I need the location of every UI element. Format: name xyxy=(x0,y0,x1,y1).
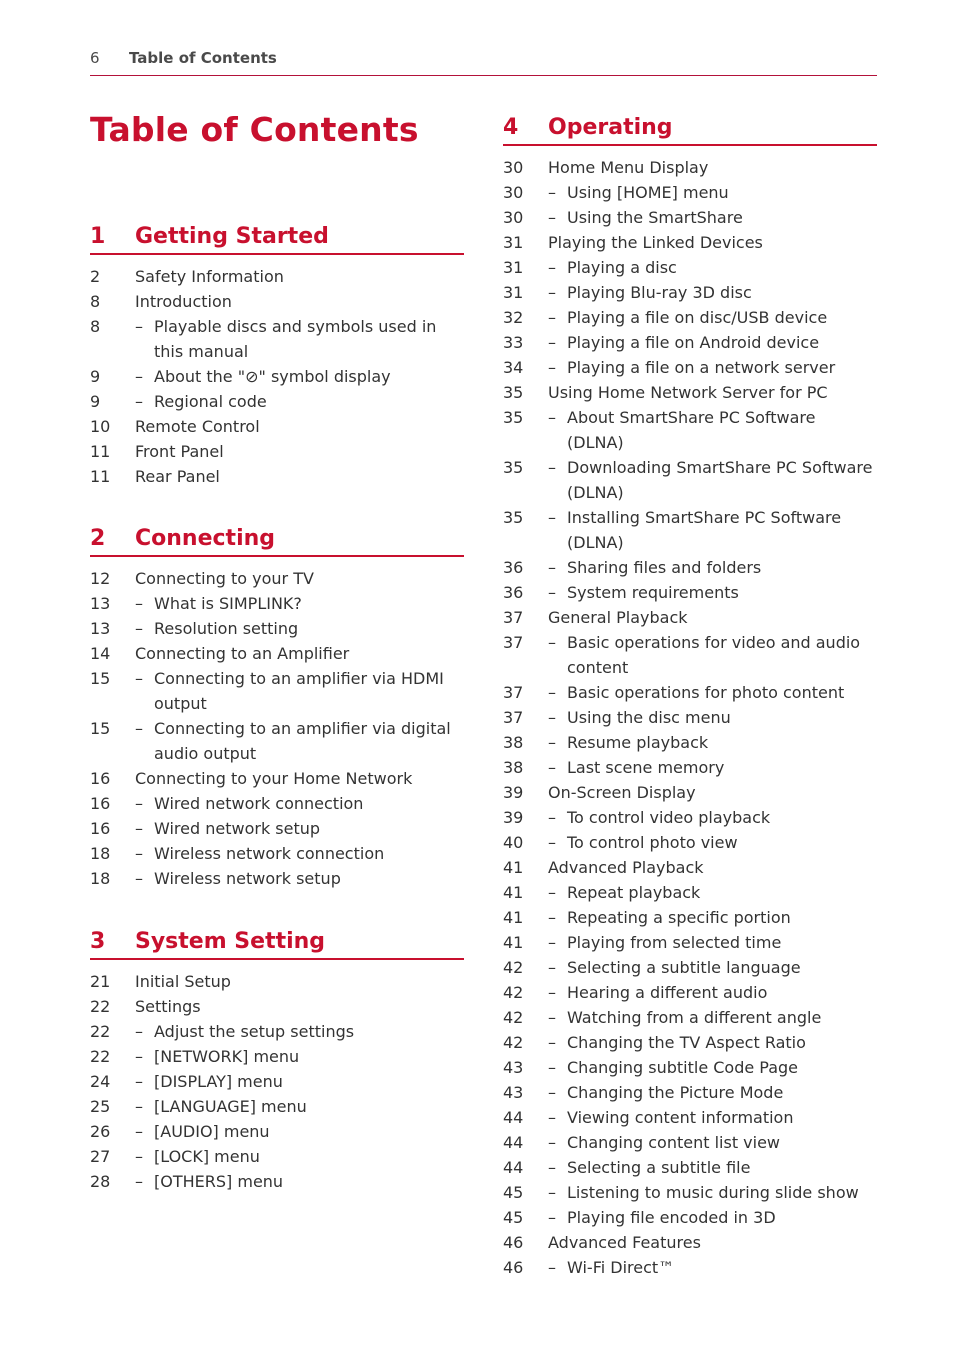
entry-page-number: 41 xyxy=(503,908,524,927)
toc-entry xyxy=(90,414,464,439)
entry-page-number: 22 xyxy=(90,1047,111,1066)
entry-title: Rear Panel xyxy=(135,467,220,486)
entry-title: – Playable discs and symbols used in this manual xyxy=(90,314,464,364)
toc-subentry xyxy=(503,955,877,980)
entry-title: Using Home Network Server for PC xyxy=(548,383,828,402)
toc-subentry xyxy=(503,1155,877,1180)
entry-page-number: 30 xyxy=(503,183,524,202)
entry-title: – Sharing files and folders xyxy=(503,555,877,580)
toc-entry xyxy=(503,230,877,255)
toc-subentry xyxy=(503,630,877,680)
entry-title: – Wi-Fi Direct™ xyxy=(503,1255,877,1280)
entry-page-number: 15 xyxy=(90,719,111,738)
toc-subentry xyxy=(503,580,877,605)
entry-page-number: 42 xyxy=(503,983,524,1002)
entry-page-number: 26 xyxy=(90,1122,111,1141)
toc-entry xyxy=(90,264,464,289)
section-heading xyxy=(90,927,464,960)
toc-subentry xyxy=(503,255,877,280)
entry-title: – Viewing content information xyxy=(503,1105,877,1130)
section-number: 1 xyxy=(90,224,106,249)
toc-subentry xyxy=(90,841,464,866)
entry-title: – Basic operations for photo content xyxy=(503,680,877,705)
entry-title: Front Panel xyxy=(135,442,224,461)
entry-page-number: 45 xyxy=(503,1208,524,1227)
entry-page-number: 35 xyxy=(503,458,524,477)
entry-page-number: 16 xyxy=(90,794,111,813)
entry-title: Connecting to an Amplifier xyxy=(135,644,350,663)
entry-page-number: 40 xyxy=(503,833,524,852)
entry-page-number: 27 xyxy=(90,1147,111,1166)
entry-page-number: 36 xyxy=(503,558,524,577)
toc-entry xyxy=(90,289,464,314)
toc-entry xyxy=(503,855,877,880)
entry-title: – Using the SmartShare xyxy=(503,205,877,230)
entry-title: – Last scene memory xyxy=(503,755,877,780)
toc-subentry xyxy=(503,1105,877,1130)
toc-entry xyxy=(90,969,464,994)
section-number: 4 xyxy=(503,115,519,140)
page-title: Table of Contents xyxy=(90,110,419,149)
toc-subentry xyxy=(90,1069,464,1094)
toc-subentry xyxy=(90,716,464,766)
entry-title: Advanced Features xyxy=(548,1233,701,1252)
toc-subentry xyxy=(503,405,877,455)
entry-page-number: 41 xyxy=(503,933,524,952)
entry-title: Connecting to your Home Network xyxy=(135,769,413,788)
toc-entry xyxy=(90,566,464,591)
entry-title: – Wireless network setup xyxy=(90,866,464,891)
toc-entry xyxy=(90,439,464,464)
toc-section-operating xyxy=(503,113,877,1280)
entry-title: – Basic operations for video and audio content xyxy=(503,630,877,680)
running-header xyxy=(90,48,877,76)
entry-title: – Using the disc menu xyxy=(503,705,877,730)
entry-title: – Playing file encoded in 3D xyxy=(503,1205,877,1230)
entry-page-number: 38 xyxy=(503,733,524,752)
entry-title: – Regional code xyxy=(90,389,464,414)
toc-subentry xyxy=(503,680,877,705)
entry-page-number: 10 xyxy=(90,417,111,436)
toc-subentry xyxy=(503,505,877,555)
entry-page-number: 13 xyxy=(90,594,111,613)
toc-subentry xyxy=(503,180,877,205)
toc-subentry xyxy=(503,330,877,355)
entry-title: – Playing a file on Android device xyxy=(503,330,877,355)
entry-title: – System requirements xyxy=(503,580,877,605)
toc-entry-list xyxy=(503,146,877,1280)
toc-subentry xyxy=(90,816,464,841)
entry-title: Remote Control xyxy=(135,417,260,436)
toc-subentry xyxy=(90,389,464,414)
entry-title: – Listening to music during slide show xyxy=(503,1180,877,1205)
toc-subentry xyxy=(503,705,877,730)
section-title: Getting Started xyxy=(135,224,329,249)
section-number: 3 xyxy=(90,929,106,954)
entry-title: – Resolution setting xyxy=(90,616,464,641)
toc-subentry xyxy=(90,1144,464,1169)
entry-title: – Hearing a different audio xyxy=(503,980,877,1005)
entry-page-number: 42 xyxy=(503,1033,524,1052)
entry-page-number: 37 xyxy=(503,683,524,702)
entry-page-number: 31 xyxy=(503,258,524,277)
entry-title: – Watching from a different angle xyxy=(503,1005,877,1030)
entry-title: – About the "⊘" symbol display xyxy=(90,364,464,389)
entry-title: – Selecting a subtitle language xyxy=(503,955,877,980)
entry-page-number: 24 xyxy=(90,1072,111,1091)
entry-title: – Connecting to an amplifier via digital audio output xyxy=(90,716,464,766)
entry-page-number: 16 xyxy=(90,819,111,838)
entry-title: General Playback xyxy=(548,608,688,627)
toc-subentry xyxy=(503,1055,877,1080)
entry-title: – Using [HOME] menu xyxy=(503,180,877,205)
toc-subentry xyxy=(90,314,464,364)
entry-page-number: 12 xyxy=(90,569,111,588)
entry-page-number: 44 xyxy=(503,1158,524,1177)
section-title: System Setting xyxy=(135,929,326,954)
entry-title: – Resume playback xyxy=(503,730,877,755)
entry-page-number: 46 xyxy=(503,1233,524,1252)
toc-subentry xyxy=(90,364,464,389)
entry-page-number: 21 xyxy=(90,972,111,991)
toc-subentry xyxy=(503,755,877,780)
entry-title: – [NETWORK] menu xyxy=(90,1044,464,1069)
toc-subentry xyxy=(503,805,877,830)
entry-title: – Changing the Picture Mode xyxy=(503,1080,877,1105)
toc-subentry xyxy=(90,1169,464,1194)
toc-entry xyxy=(503,605,877,630)
toc-subentry xyxy=(503,730,877,755)
toc-subentry xyxy=(90,591,464,616)
toc-subentry xyxy=(503,930,877,955)
entry-page-number: 44 xyxy=(503,1133,524,1152)
entry-page-number: 13 xyxy=(90,619,111,638)
running-title: Table of Contents xyxy=(129,49,277,67)
toc-subentry xyxy=(503,1030,877,1055)
entry-page-number: 18 xyxy=(90,869,111,888)
section-heading xyxy=(503,113,877,146)
entry-page-number: 11 xyxy=(90,467,111,486)
section-title: Operating xyxy=(548,115,673,140)
entry-title: Settings xyxy=(135,997,201,1016)
entry-title: – [LOCK] menu xyxy=(90,1144,464,1169)
entry-page-number: 39 xyxy=(503,808,524,827)
entry-page-number: 37 xyxy=(503,608,524,627)
toc-subentry xyxy=(503,280,877,305)
toc-section-getting-started xyxy=(90,222,464,489)
toc-subentry xyxy=(90,866,464,891)
entry-page-number: 37 xyxy=(503,708,524,727)
entry-title: – Adjust the setup settings xyxy=(90,1019,464,1044)
entry-page-number: 8 xyxy=(90,292,101,311)
entry-title: Introduction xyxy=(135,292,232,311)
entry-page-number: 43 xyxy=(503,1083,524,1102)
toc-subentry xyxy=(90,616,464,641)
entry-page-number: 35 xyxy=(503,508,524,527)
entry-page-number: 30 xyxy=(503,208,524,227)
entry-page-number: 9 xyxy=(90,392,101,411)
entry-page-number: 31 xyxy=(503,233,524,252)
toc-section-connecting xyxy=(90,524,464,891)
entry-page-number: 31 xyxy=(503,283,524,302)
entry-title: – Wired network setup xyxy=(90,816,464,841)
entry-title: Connecting to your TV xyxy=(135,569,314,588)
entry-title: – Changing the TV Aspect Ratio xyxy=(503,1030,877,1055)
entry-page-number: 39 xyxy=(503,783,524,802)
entry-page-number: 8 xyxy=(90,317,101,336)
entry-page-number: 11 xyxy=(90,442,111,461)
toc-entry xyxy=(90,994,464,1019)
entry-page-number: 43 xyxy=(503,1058,524,1077)
entry-title: – Wired network connection xyxy=(90,791,464,816)
entry-page-number: 42 xyxy=(503,1008,524,1027)
entry-page-number: 18 xyxy=(90,844,111,863)
entry-title: Advanced Playback xyxy=(548,858,704,877)
entry-page-number: 33 xyxy=(503,333,524,352)
entry-title: – Playing Blu-ray 3D disc xyxy=(503,280,877,305)
toc-subentry xyxy=(90,1119,464,1144)
entry-title: On-Screen Display xyxy=(548,783,696,802)
entry-title: – Playing a file on disc/USB device xyxy=(503,305,877,330)
entry-title: – What is SIMPLINK? xyxy=(90,591,464,616)
entry-title: Initial Setup xyxy=(135,972,231,991)
toc-entry xyxy=(503,1230,877,1255)
toc-entry xyxy=(503,780,877,805)
toc-entry xyxy=(90,464,464,489)
entry-page-number: 22 xyxy=(90,997,111,1016)
toc-subentry xyxy=(90,1044,464,1069)
entry-page-number: 42 xyxy=(503,958,524,977)
entry-page-number: 16 xyxy=(90,769,111,788)
toc-subentry xyxy=(503,1180,877,1205)
entry-title: – To control photo view xyxy=(503,830,877,855)
entry-page-number: 30 xyxy=(503,158,524,177)
entry-title: – Playing from selected time xyxy=(503,930,877,955)
entry-title: – Installing SmartShare PC Software (DLNA) xyxy=(503,505,877,555)
entry-title: Home Menu Display xyxy=(548,158,709,177)
entry-page-number: 22 xyxy=(90,1022,111,1041)
entry-page-number: 14 xyxy=(90,644,111,663)
toc-subentry xyxy=(90,1019,464,1044)
entry-title: – To control video playback xyxy=(503,805,877,830)
entry-title: Safety Information xyxy=(135,267,284,286)
entry-page-number: 9 xyxy=(90,367,101,386)
entry-title: – Changing content list view xyxy=(503,1130,877,1155)
toc-subentry xyxy=(503,1255,877,1280)
entry-page-number: 15 xyxy=(90,669,111,688)
entry-page-number: 41 xyxy=(503,883,524,902)
entry-title: – Playing a file on a network server xyxy=(503,355,877,380)
section-heading xyxy=(90,222,464,255)
entry-page-number: 38 xyxy=(503,758,524,777)
toc-subentry xyxy=(503,830,877,855)
toc-entry-list xyxy=(90,960,464,1194)
toc-subentry xyxy=(503,455,877,505)
toc-subentry xyxy=(503,980,877,1005)
toc-subentry xyxy=(90,791,464,816)
toc-subentry xyxy=(90,1094,464,1119)
toc-entry xyxy=(503,155,877,180)
toc-subentry xyxy=(503,305,877,330)
entry-page-number: 35 xyxy=(503,383,524,402)
entry-title: – [AUDIO] menu xyxy=(90,1119,464,1144)
entry-title: – Repeating a specific portion xyxy=(503,905,877,930)
entry-title: – [LANGUAGE] menu xyxy=(90,1094,464,1119)
entry-page-number: 46 xyxy=(503,1258,524,1277)
toc-subentry xyxy=(503,205,877,230)
toc-subentry xyxy=(503,880,877,905)
section-number: 2 xyxy=(90,526,106,551)
entry-title: – Connecting to an amplifier via HDMI output xyxy=(90,666,464,716)
toc-section-system-setting xyxy=(90,927,464,1194)
section-title: Connecting xyxy=(135,526,276,551)
entry-title: – [OTHERS] menu xyxy=(90,1169,464,1194)
toc-entry xyxy=(503,380,877,405)
entry-title: – About SmartShare PC Software (DLNA) xyxy=(503,405,877,455)
toc-subentry xyxy=(503,1130,877,1155)
entry-page-number: 28 xyxy=(90,1172,111,1191)
page-number: 6 xyxy=(90,49,100,67)
entry-page-number: 32 xyxy=(503,308,524,327)
entry-page-number: 25 xyxy=(90,1097,111,1116)
entry-page-number: 34 xyxy=(503,358,524,377)
entry-page-number: 45 xyxy=(503,1183,524,1202)
toc-entry-list xyxy=(90,557,464,891)
toc-subentry xyxy=(503,1005,877,1030)
entry-title: – Changing subtitle Code Page xyxy=(503,1055,877,1080)
entry-title: Playing the Linked Devices xyxy=(548,233,763,252)
entry-title: – Playing a disc xyxy=(503,255,877,280)
entry-page-number: 44 xyxy=(503,1108,524,1127)
toc-entry-list xyxy=(90,255,464,489)
entry-title: – Downloading SmartShare PC Software (DLNA) xyxy=(503,455,877,505)
entry-title: – Repeat playback xyxy=(503,880,877,905)
toc-subentry xyxy=(503,905,877,930)
entry-title: – Selecting a subtitle file xyxy=(503,1155,877,1180)
toc-subentry xyxy=(503,1205,877,1230)
entry-title: – Wireless network connection xyxy=(90,841,464,866)
entry-title: – [DISPLAY] menu xyxy=(90,1069,464,1094)
entry-page-number: 37 xyxy=(503,633,524,652)
toc-subentry xyxy=(90,666,464,716)
entry-page-number: 35 xyxy=(503,408,524,427)
toc-subentry xyxy=(503,1080,877,1105)
entry-page-number: 36 xyxy=(503,583,524,602)
toc-subentry xyxy=(503,555,877,580)
toc-entry xyxy=(90,766,464,791)
toc-subentry xyxy=(503,355,877,380)
toc-entry xyxy=(90,641,464,666)
entry-page-number: 2 xyxy=(90,267,101,286)
entry-page-number: 41 xyxy=(503,858,524,877)
section-heading xyxy=(90,524,464,557)
